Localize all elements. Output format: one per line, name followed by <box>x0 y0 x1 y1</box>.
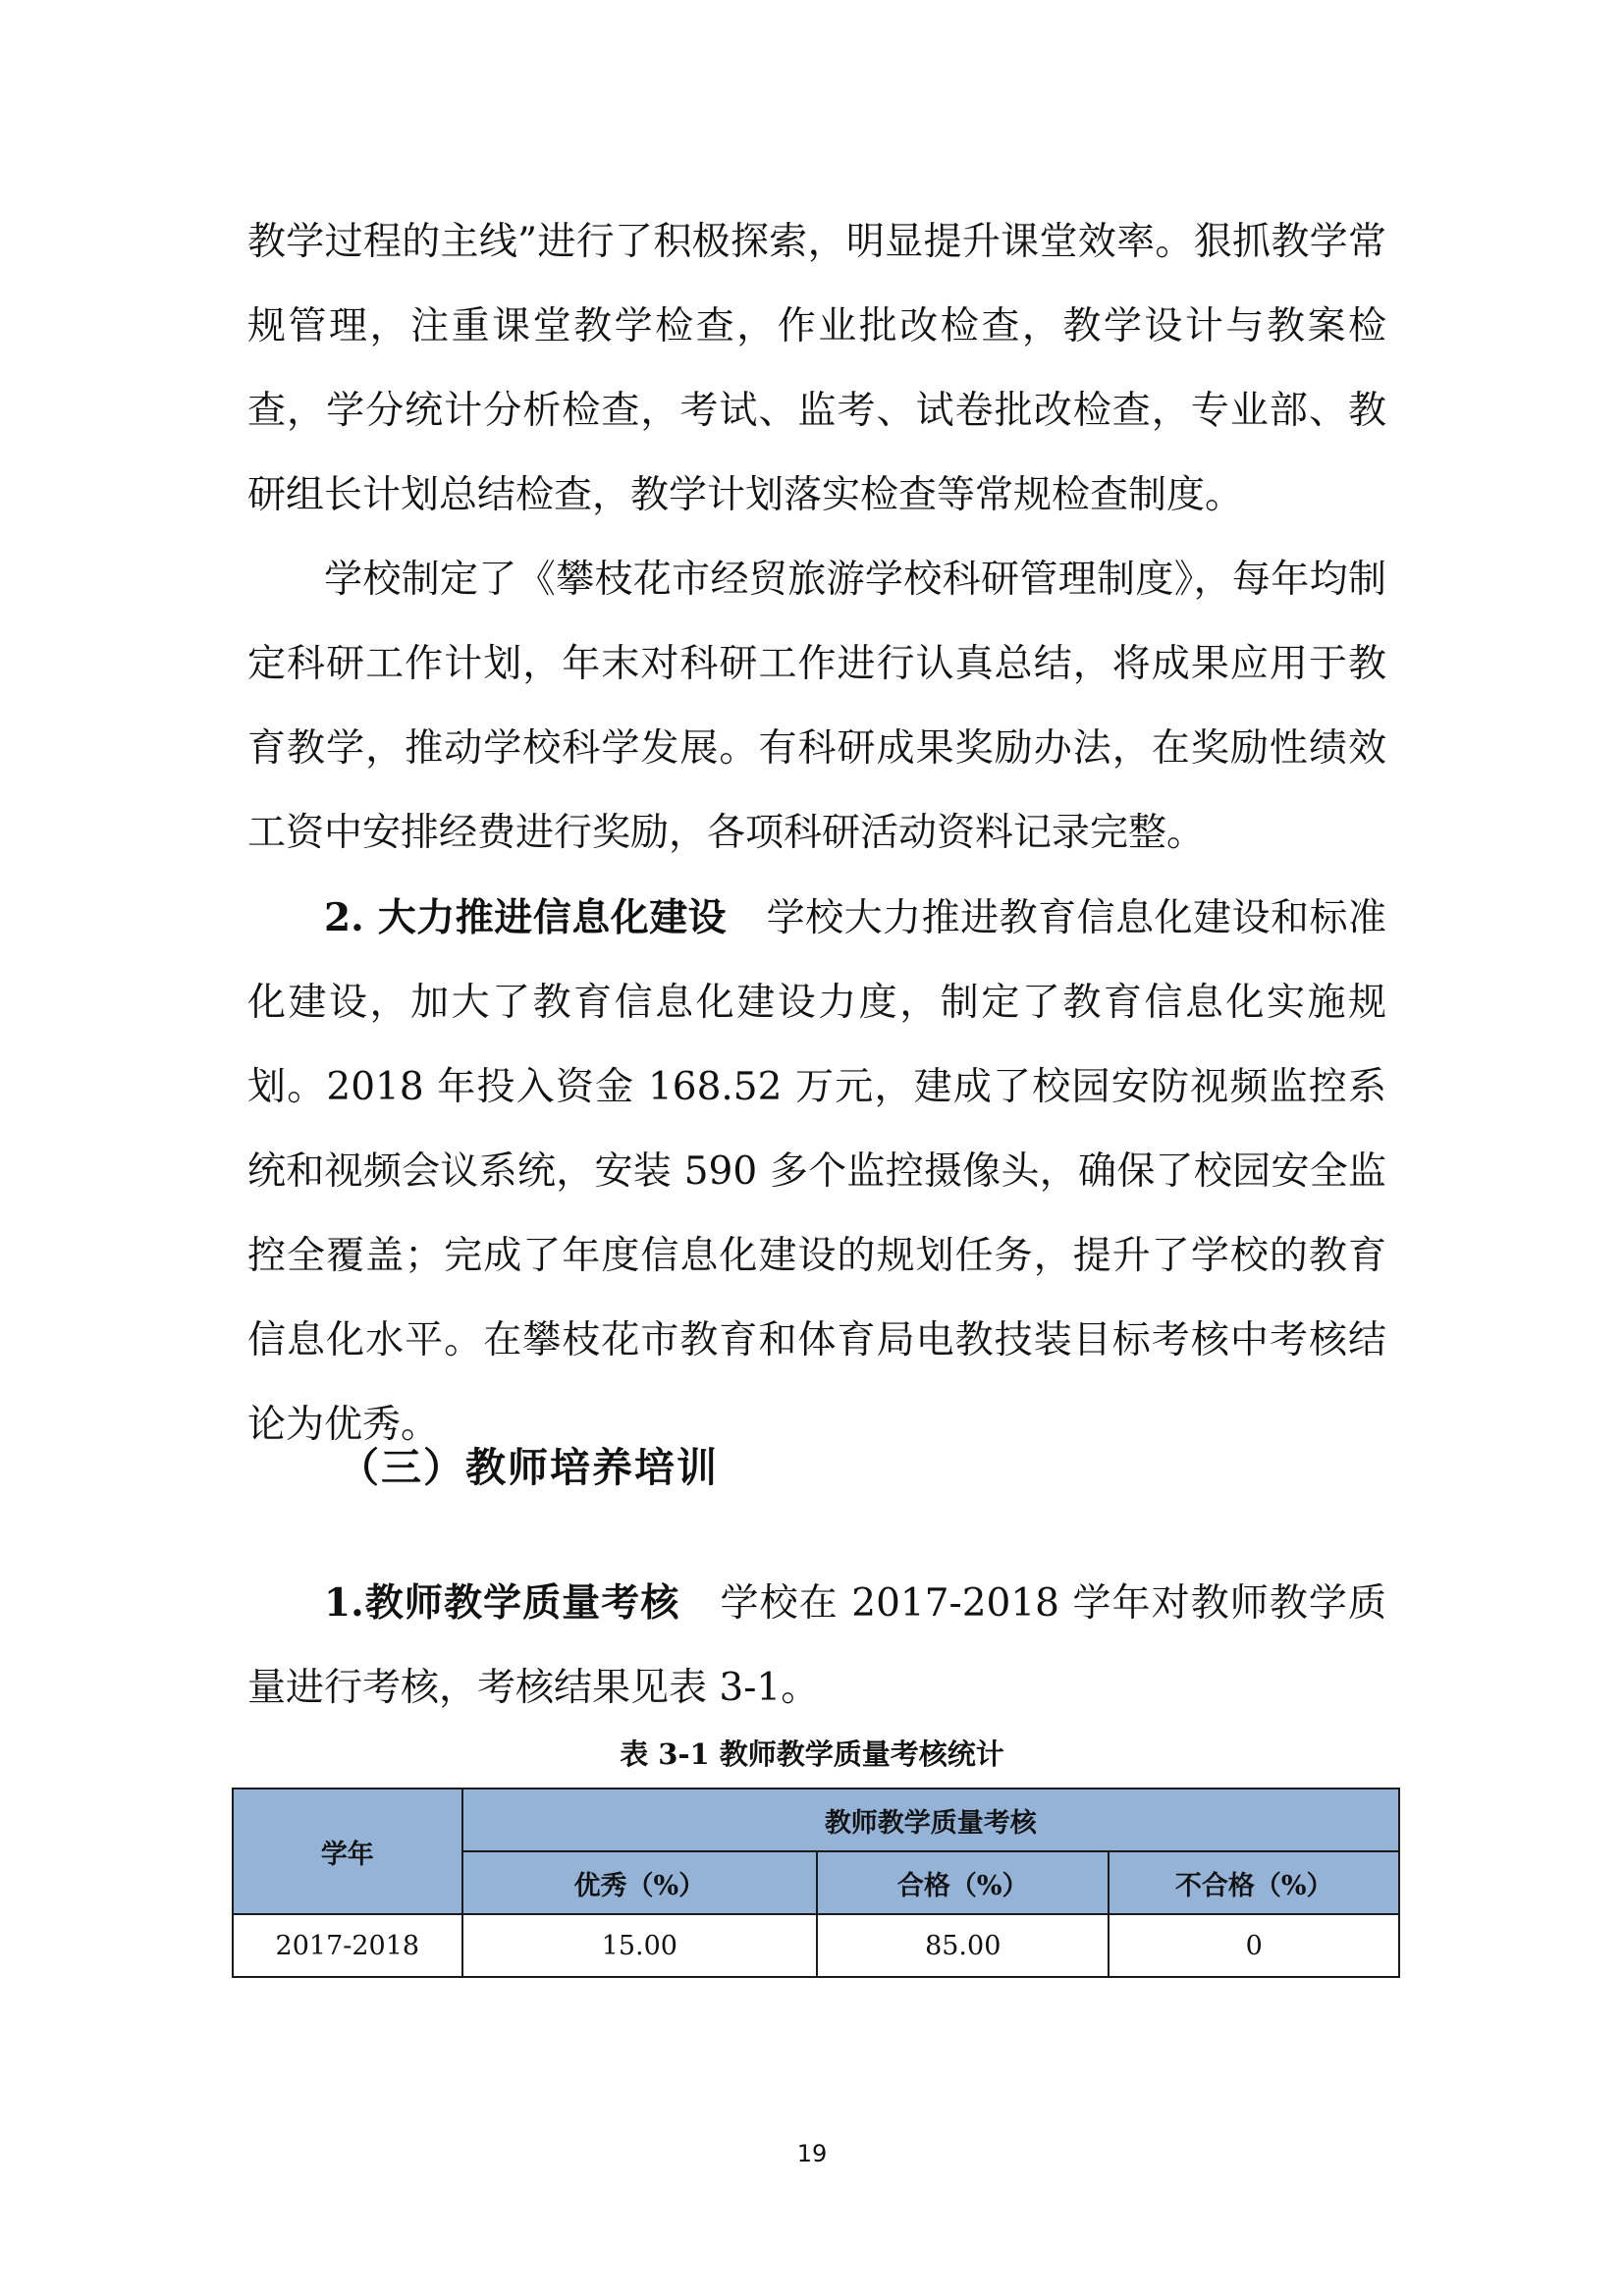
body-text-top <box>247 200 1386 1468</box>
header-group: 教师教学质量考核 <box>462 1789 1399 1851</box>
section-heading: （三）教师培养培训 <box>339 1444 719 1491</box>
table-caption: 表 3-1 教师教学质量考核统计 <box>620 1737 1004 1771</box>
header-unqualified: 不合格（%） <box>1109 1851 1399 1914</box>
paragraph-research-management: 学校制定了《攀枝花市经贸旅游学校科研管理制度》，每年均制定科研工作计划，年末对科研工作进行认真总结，将成果应用于教育教学，推动学校科学发展。有科研成果奖励办法，在奖励性绩效工资中安排经费进行奖励，各项科研活动资料记录完整。 <box>247 558 1386 855</box>
cell-qualified: 85.00 <box>817 1914 1109 1977</box>
body-text-assessment <box>247 1561 1386 1731</box>
cell-year: 2017-2018 <box>233 1914 462 1977</box>
cell-unqualified: 0 <box>1109 1914 1399 1977</box>
assessment-lead: 1.教师教学质量考核 <box>324 1580 680 1626</box>
paragraph-teaching-management: 教学过程的主线”进行了积极探索，明显提升课堂效率。狠抓教学常规管理，注重课堂教学检查，作业批改检查，教学设计与教案检查，学分统计分析检查，考试、监考、试卷批改检查，专业部、教研组长计划总结检查，教学计划落实检查等常规检查制度。 <box>247 220 1386 517</box>
cell-excellent: 15.00 <box>462 1914 817 1977</box>
informatization-text: 学校大力推进教育信息化建设和标准化建设，加大了教育信息化建设力度，制定了教育信息化实施规划。2018 年投入资金 168.52 万元，建成了校园安防视频监控系统和视频会议系统，安装 590 多个监控摄像头，确保了校园安全监控全覆盖；完成了年度信息化建设的规划任务，提升了学校的教育信息化水平。在攀枝花市教育和体育局电教技装目标考核中考核结论为优秀。 <box>247 896 1386 1447</box>
page-number: 19 <box>796 2140 828 2167</box>
informatization-lead: 2. 大力推进信息化建设 <box>324 895 728 940</box>
assessment-text: 学校在 2017-2018 学年对教师教学质量进行考核，考核结果见表 3-1。 <box>247 1581 1386 1710</box>
paragraph-informatization <box>247 876 1386 1468</box>
assessment-table <box>232 1788 1400 1978</box>
header-year: 学年 <box>233 1789 462 1914</box>
table-row <box>233 1914 1399 1977</box>
paragraph-teacher-assessment <box>247 1561 1386 1731</box>
header-qualified: 合格（%） <box>817 1851 1109 1914</box>
header-excellent: 优秀（%） <box>462 1851 817 1914</box>
